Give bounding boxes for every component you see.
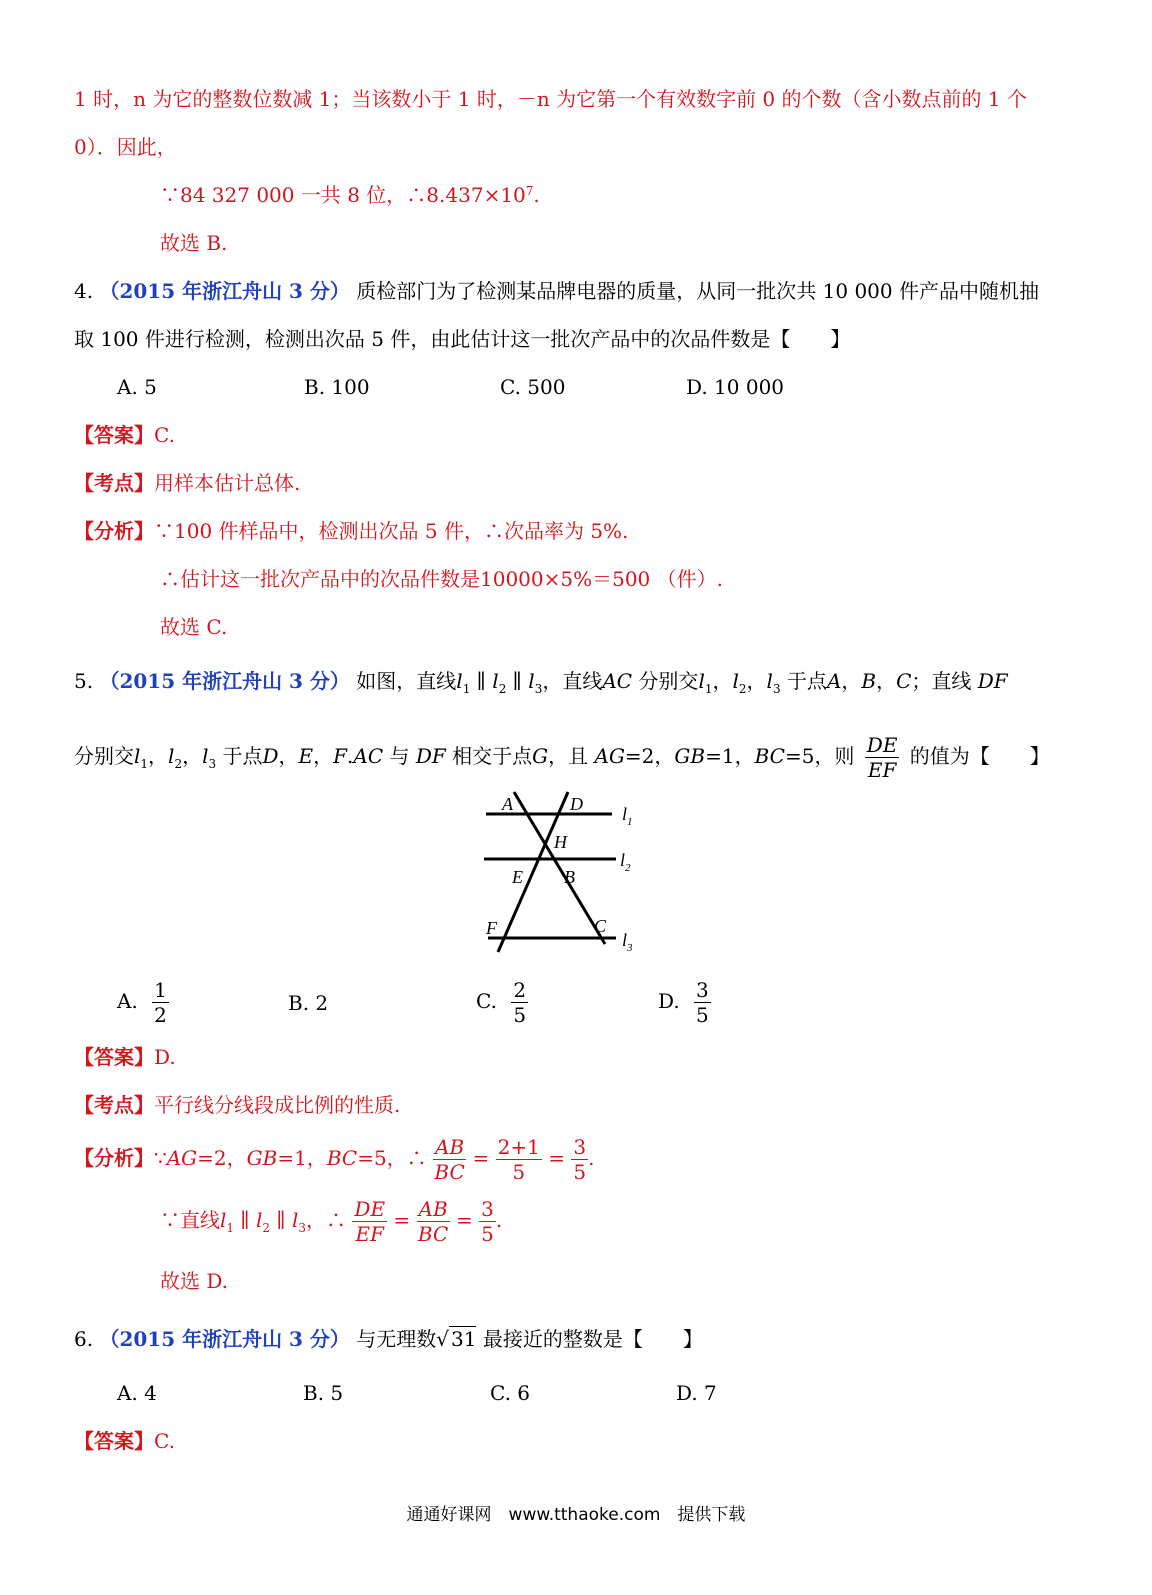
q4-analysis-line-1: 【分析】∵100 件样品中，检测出次品 5 件，∴次品率为 5%. xyxy=(74,519,629,543)
q4-choice: 故选 C. xyxy=(160,615,228,639)
continuation-line-2: 0）．因此， xyxy=(74,135,177,159)
calculation-line: ∵84 327 000 一共 8 位，$\therefore 8.437\times 10^7$. xyxy=(160,183,540,207)
q5-choice: 故选 D. xyxy=(160,1269,229,1293)
q4-option-d: D. 10 000 xyxy=(686,375,785,399)
label-l2: $l_2$ xyxy=(620,850,631,874)
q5-analysis-line-1: 【分析】∵AG=2，GB=1，BC=5，∴ $\frac{AB}{BC}$ = $\frac{2+1}{5}$ = $\frac{3}{5}$ . xyxy=(74,1135,595,1184)
q6-option-d: D. 7 xyxy=(676,1381,717,1405)
question-5-stem-line-1: 5. （2015 年浙江舟山 3 分） 如图，直线$l_1$ ∥ $l_2$ ∥ $l_3$，直线AC 分别交$l_1$，$l_2$，$l_3$ 于点A，B，C；直线 DF xyxy=(74,669,1008,696)
q6-option-b: B. 5 xyxy=(303,1381,344,1405)
q4-analysis-line-2: ∴估计这一批次产品中的次品件数是10000×5%＝500 （件）. xyxy=(160,567,723,591)
label-l1: $l_1$ xyxy=(622,804,633,828)
label-b: B xyxy=(564,867,575,887)
q6-option-a: A. 4 xyxy=(117,1381,157,1405)
q6-answer: 【答案】C. xyxy=(74,1429,175,1453)
q4-option-c: C. 500 xyxy=(500,375,566,399)
label-h: H xyxy=(554,832,567,852)
line-df xyxy=(498,792,568,952)
label-c: C xyxy=(594,916,607,936)
q5-option-b: B. 2 xyxy=(288,991,329,1015)
q5-answer: 【答案】D. xyxy=(74,1045,176,1069)
q4-option-b: B. 100 xyxy=(304,375,370,399)
q4-option-a: A. 5 xyxy=(117,375,157,399)
question-5-stem-line-2: 分别交$l_1$，$l_2$，$l_3$ 于点D，E，F.AC 与 DF 相交于点G，且 AG=2，GB=1，BC=5，则 $\frac{DE}{EF}$ 的值为【 】 xyxy=(74,733,1050,782)
q5-option-d: D. $\frac{3}{5}$ xyxy=(658,978,709,1027)
q5-option-c: C. $\frac{2}{5}$ xyxy=(476,978,527,1027)
parallel-lines-figure xyxy=(480,786,650,956)
label-e: E xyxy=(512,867,523,887)
q5-analysis-line-2: ∵直线$l_1$ ∥ $l_2$ ∥ $l_3$，∴ $\frac{DE}{EF}$ = $\frac{AB}{BC}$ = $\frac{3}{5}$ . xyxy=(160,1197,503,1246)
label-f: F xyxy=(486,918,497,938)
label-a: A xyxy=(502,794,513,814)
q4-answer: 【答案】C. xyxy=(74,423,175,447)
q4-key-point: 【考点】用样本估计总体. xyxy=(74,471,301,495)
q5-key-point: 【考点】平行线分线段成比例的性质. xyxy=(74,1093,401,1117)
page-footer: 通通好课网 www.tthaoke.com 提供下载 xyxy=(406,1505,746,1525)
sqrt-symbol: √ xyxy=(436,1327,450,1351)
q6-option-c: C. 6 xyxy=(490,1381,531,1405)
label-l3: $l_3$ xyxy=(622,930,633,954)
continuation-line-1: 1 时，n 为它的整数位数减 1；当该数小于 1 时，－n 为它第一个有效数字前 0 的个数（含小数点前的 1 个 xyxy=(74,87,1027,111)
question-4-stem-line-1: 4. （2015 年浙江舟山 3 分） 质检部门为了检测某品牌电器的质量，从同一批次共 10 000 件产品中随机抽 xyxy=(74,279,1039,303)
question-4-stem-line-2: 取 100 件进行检测，检测出次品 5 件，由此估计这一批次产品中的次品件数是【 】 xyxy=(74,327,851,351)
q5-option-a: A. $\frac{1}{2}$ xyxy=(117,978,167,1027)
label-d: D xyxy=(570,794,583,814)
choice-line: 故选 B. xyxy=(160,231,228,255)
question-6-stem: 6. （2015 年浙江舟山 3 分） 与无理数√ 31 最接近的整数是【 】 xyxy=(74,1327,703,1351)
